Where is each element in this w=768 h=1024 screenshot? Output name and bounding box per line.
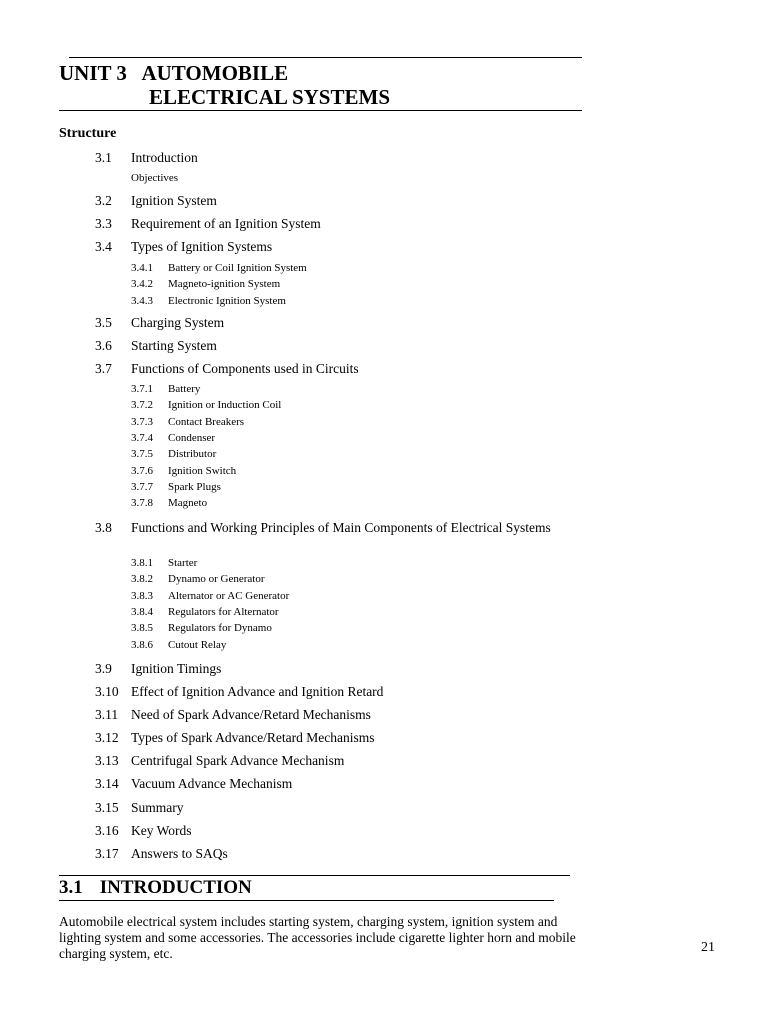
intro-paragraph: Automobile electrical system includes starting system, charging system, ignition system and lighting system and some accessories. The accessories include cigarette lighter horn and mobile charging system, etc. [59, 914, 576, 961]
toc-item-title: Effect of Ignition Advance and Ignition Retard [131, 684, 384, 699]
toc-subitem-number: 3.7.5 [131, 448, 153, 461]
toc-subitem-number: 3.8.3 [131, 589, 153, 602]
toc-subitem-title: Dynamo or Generator [168, 573, 265, 586]
toc-item-title: Key Words [131, 823, 192, 838]
toc-item-title: Ignition Timings [131, 661, 222, 676]
toc-item-note: Objectives [131, 172, 179, 184]
top-rule [69, 57, 582, 58]
toc-item-title: Starting System [131, 338, 217, 353]
toc-item-number: 3.8 [95, 520, 112, 535]
toc-subitem-title: Spark Plugs [168, 480, 221, 493]
page-number: 21 [701, 940, 715, 955]
toc-item-number: 3.2 [95, 193, 112, 208]
toc-subitem-title: Electronic Ignition System [168, 294, 286, 307]
toc-subitem-title: Distributor [168, 448, 217, 461]
title-underline-rule [59, 110, 582, 111]
toc-item-number: 3.3 [95, 216, 112, 231]
toc-item-number: 3.12 [95, 730, 119, 745]
toc-subitem-title: Magneto [168, 497, 208, 510]
toc-item-number: 3.5 [95, 315, 112, 330]
toc-subitem-title: Contact Breakers [168, 415, 245, 428]
toc-item-number: 3.15 [95, 800, 119, 815]
toc-subitem-title: Alternator or AC Generator [168, 589, 290, 602]
section-bottom-rule [59, 900, 554, 901]
toc-item-number: 3.7 [95, 361, 112, 376]
toc-item-number: 3.6 [95, 338, 112, 353]
toc-item-title: Centrifugal Spark Advance Mechanism [131, 753, 345, 768]
toc-subitem-title: Cutout Relay [168, 638, 227, 651]
toc-item-number: 3.14 [95, 776, 119, 791]
toc-item-title: Answers to SAQs [131, 846, 228, 861]
toc-subitem-title: Magneto-ignition System [168, 278, 281, 291]
toc-item-title: Vacuum Advance Mechanism [131, 776, 293, 791]
toc-item-number: 3.13 [95, 753, 119, 768]
section-number: 3.1 [59, 877, 83, 898]
toc-item-number: 3.17 [95, 846, 119, 861]
toc-subitem-number: 3.4.2 [131, 278, 153, 291]
toc-item-number: 3.10 [95, 684, 119, 699]
toc-subitem-number: 3.8.4 [131, 605, 153, 618]
section-title: INTRODUCTION [99, 877, 252, 898]
toc-subitem-title: Regulators for Dynamo [168, 622, 272, 635]
toc-subitem-title: Battery [168, 383, 201, 395]
toc-item-title: Types of Spark Advance/Retard Mechanisms [131, 730, 375, 745]
toc-item-title: Requirement of an Ignition System [131, 216, 321, 231]
unit-title-line-1: UNIT 3 AUTOMOBILE [59, 61, 289, 85]
toc-subitem-title: Regulators for Alternator [168, 605, 279, 618]
toc-item-title: Types of Ignition Systems [131, 239, 273, 254]
unit-title [59, 61, 390, 109]
toc-subitem-number: 3.7.1 [131, 383, 153, 395]
unit-title-line-2: ELECTRICAL SYSTEMS [149, 85, 390, 109]
toc-item-title: Functions and Working Principles of Main Components of Electrical Systems [131, 520, 551, 535]
toc-subitem-number: 3.7.2 [131, 399, 153, 412]
toc-subitem-title: Battery or Coil Ignition System [168, 262, 307, 274]
toc-item-title: Introduction [131, 150, 198, 165]
toc-item-title: Need of Spark Advance/Retard Mechanisms [131, 707, 371, 722]
toc-subitem-number: 3.8.5 [131, 622, 153, 635]
toc-item-title: Ignition System [131, 193, 217, 208]
toc-item-number: 3.9 [95, 661, 112, 676]
toc-item-number: 3.1 [95, 150, 112, 165]
toc-subitem-title: Starter [168, 557, 198, 569]
toc-item-title: Functions of Components used in Circuits [131, 361, 359, 376]
section-top-rule [59, 875, 570, 876]
toc-subitem-number: 3.4.3 [131, 294, 153, 307]
toc-subitem-title: Ignition or Induction Coil [168, 399, 282, 412]
toc-subitem-title: Condenser [168, 431, 216, 444]
toc-item-title: Summary [131, 800, 184, 815]
toc-subitem-number: 3.7.6 [131, 464, 153, 477]
toc-subitem-number: 3.7.7 [131, 480, 153, 493]
toc-subitem-number: 3.8.6 [131, 638, 153, 651]
toc-item-number: 3.4 [95, 239, 112, 254]
structure-heading: Structure [59, 126, 117, 141]
toc-subitem-number: 3.8.1 [131, 557, 153, 569]
section-heading [59, 877, 252, 899]
toc-subitem-number: 3.7.8 [131, 497, 153, 510]
toc-subitem-number: 3.8.2 [131, 573, 153, 586]
toc-item-number: 3.16 [95, 823, 119, 838]
toc-item-number: 3.11 [95, 707, 119, 722]
toc-item-title: Charging System [131, 315, 225, 330]
toc-subitem-title: Ignition Switch [168, 464, 237, 477]
toc-subitem-number: 3.7.3 [131, 415, 153, 428]
toc-subitem-number: 3.4.1 [131, 262, 153, 274]
toc-subitem-number: 3.7.4 [131, 431, 153, 444]
